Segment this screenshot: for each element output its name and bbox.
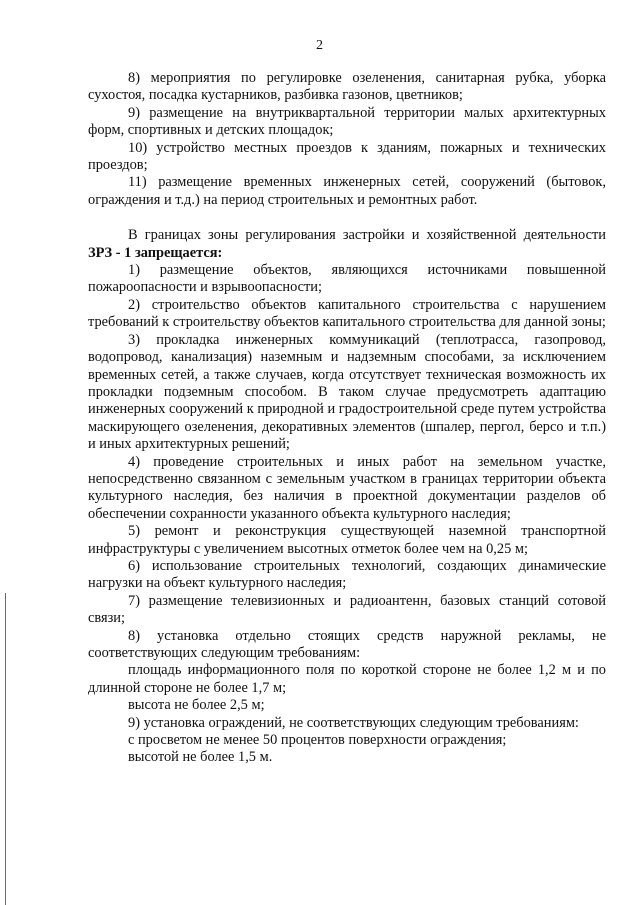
- requirement-area: площадь информационного поля по короткой стороне не более 1,2 м и по длинной стороне не более 1,7 м;: [88, 662, 606, 696]
- zone-intro-paragraph: [88, 227, 606, 262]
- requirement-clearance: с просветом не менее 50 процентов поверхности ограждения;: [128, 732, 507, 749]
- list-item-10-driveways: 10) устройство местных проездов к зданиям, пожарных и технических проездов;: [88, 139, 606, 174]
- prohibited-item-3: 3) прокладка инженерных коммуникаций (теплотрасса, газопровод, водопровод, канализация) наземным и надземным способами, за исключением временных сетей, а также случаев, когда отсутствует техническая возможность их прокладки подземным способом. В таком случае предусмотреть адаптацию инженерных сооружений к природной и градостроительной среде путем устройства маскирующего озеленения, декоративных элементов (шпалер, пергол, берсо и т.п.) и иных архитектурных решений;: [88, 331, 606, 453]
- prohibited-item-2: 2) строительство объектов капитального строительства с нарушением требований к строительству объектов капитального строительства для данной зоны;: [88, 296, 606, 331]
- prohibited-item-9: 9) установка ограждений, не соответствующих следующим требованиям:: [128, 714, 579, 731]
- requirement-height: высота не более 2,5 м;: [128, 697, 265, 714]
- zone-intro-text: В границах зоны регулирования застройки и хозяйственной деятельности: [128, 227, 606, 244]
- list-item-8-greening: 8) мероприятия по регулировке озеленения, санитарная рубка, уборка сухостоя, посадка кустарников, разбивка газонов, цветников;: [88, 70, 606, 104]
- list-item-9-small-forms: 9) размещение на внутриквартальной территории малых архитектурных форм, спортивных и детских площадок;: [88, 104, 606, 139]
- page-number: 2: [316, 38, 323, 53]
- prohibited-item-7: 7) размещение телевизионных и радиоантенн, базовых станций сотовой связи;: [88, 592, 606, 627]
- prohibited-item-6: 6) использование строительных технологий, создающих динамические нагрузки на объект культурного наследия;: [88, 557, 606, 592]
- paragraph-gap: [88, 209, 606, 227]
- list-item-11-temporary-networks: 11) размещение временных инженерных сетей, сооружений (бытовок, ограждения и т.д.) на период строительных и ремонтных работ.: [88, 174, 606, 208]
- prohibited-item-5: 5) ремонт и реконструкция существующей наземной транспортной инфраструктуры с увеличением высотных отметок более чем на 0,25 м;: [88, 523, 606, 557]
- prohibited-item-4: 4) проведение строительных и иных работ на земельном участке, непосредственно связанном с земельным участком в границах территории объекта культурного наследия, без наличия в проектной документации разделов об обеспечении сохранности указанного объекта культурного наследия;: [88, 453, 606, 522]
- document-body: [88, 70, 606, 767]
- requirement-fence-height: высотой не более 1,5 м.: [128, 749, 273, 766]
- prohibited-item-1: 1) размещение объектов, являющихся источниками повышенной пожароопасности и взрывоопасности;: [88, 262, 606, 296]
- scan-margin-line: [5, 593, 6, 905]
- prohibited-item-8: 8) установка отдельно стоящих средств наружной рекламы, не соответствующих следующим требованиям:: [88, 627, 606, 661]
- zone-intro-bold: ЗРЗ - 1 запрещается:: [88, 244, 223, 261]
